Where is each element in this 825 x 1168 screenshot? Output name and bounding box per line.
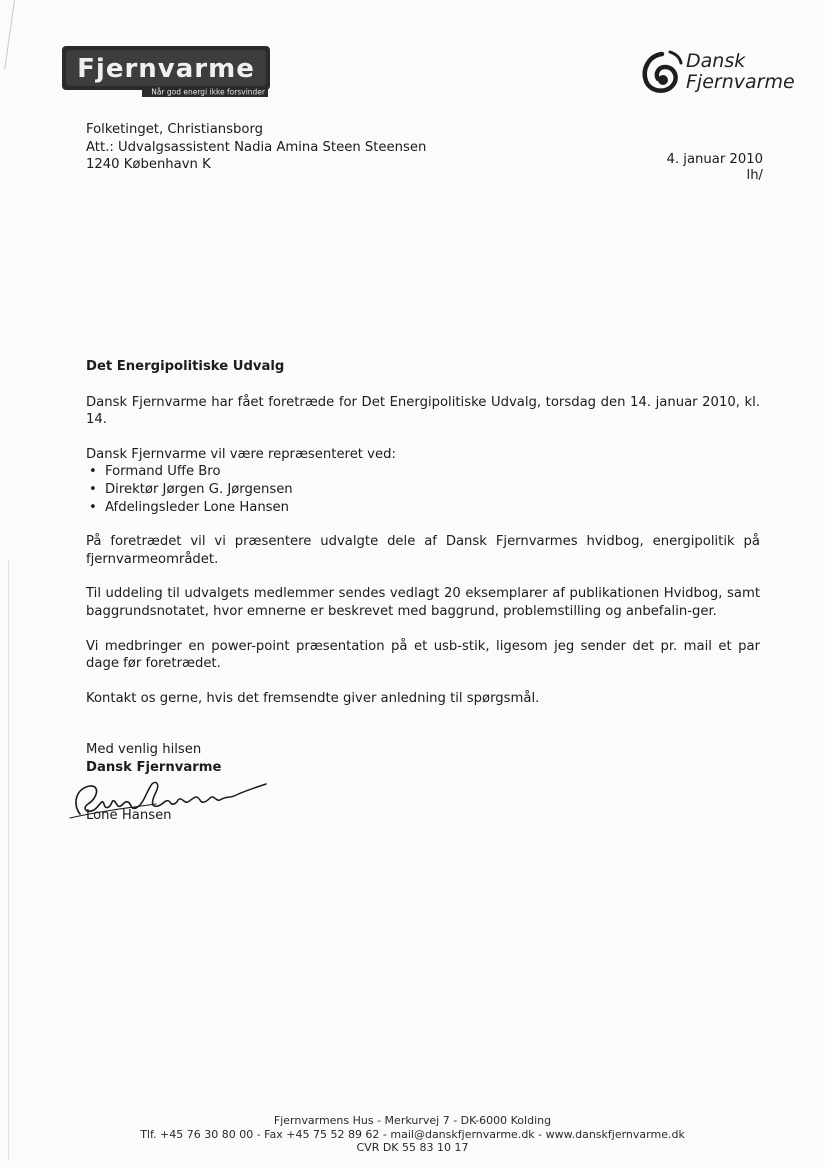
paragraph-2-intro: Dansk Fjernvarme vil være repræsenteret ved: [86, 446, 396, 462]
recipient-line-2: Att.: Udvalgsassistent Nadia Amina Steen Steensen [86, 139, 427, 155]
list-item: • Direktør Jørgen G. Jørgensen [86, 481, 760, 499]
list-item: • Formand Uffe Bro [86, 463, 760, 481]
signer-name: Lone Hansen [86, 808, 172, 823]
letter-body [86, 358, 760, 724]
scan-artifact-line [4, 0, 15, 69]
paragraph-4: Til uddeling til udvalgets medlemmer sendes vedlagt 20 eksemplarer af publikationen Hvidbog, samt baggrundsnotatet, hvor emnerne er beskrevet med baggrund, problemstilling og anbefalin-ger. [86, 586, 760, 619]
letter-date: 4. januar 2010 [666, 152, 763, 167]
fjernvarme-logo [62, 42, 272, 98]
footer-line-1: Fjernvarmens Hus - Merkurvej 7 - DK-6000 Kolding [273, 1114, 552, 1127]
closing-organization: Dansk Fjernvarme [86, 759, 222, 775]
closing-block [86, 741, 222, 776]
svg-text:Når god energi ikke forsvinder: Når god energi ikke forsvinder [151, 87, 265, 97]
paragraph-1: Dansk Fjernvarme har fået foretræde for Det Energipolitiske Udvalg, torsdag den 14. januar 2010, kl. 14. [86, 394, 760, 428]
svg-text:Fjernvarme: Fjernvarme [77, 54, 255, 84]
brand-name [686, 51, 795, 93]
footer-line-2: Tlf. +45 76 30 80 00 - Fax +45 75 52 89 62 - mail@danskfjernvarme.dk - www.danskfjernvarme.dk [140, 1127, 685, 1141]
brand-line-2: Fjernvarme [686, 71, 795, 93]
list-item: • Afdelingsleder Lone Hansen [86, 499, 760, 517]
paragraph-5: Vi medbringer en power-point præsentation på et usb-stik, ligesom jeg sender det pr. mail et par dage før foretrædet. [86, 638, 760, 672]
paragraph-6: Kontakt os gerne, hvis det fremsendte giver anledning til spørgsmål. [86, 690, 540, 706]
representatives-list [86, 463, 760, 516]
letter-footer [0, 1114, 825, 1155]
recipient-line-1: Folketinget, Christiansborg [86, 122, 264, 137]
brand-line-1: Dansk [686, 50, 746, 72]
scan-artifact-line [8, 560, 9, 1160]
closing-greeting: Med venlig hilsen [86, 742, 202, 757]
letter-reference: lh/ [746, 168, 763, 183]
swirl-icon [636, 48, 686, 98]
recipient-address [86, 121, 426, 174]
date-block [667, 152, 764, 184]
paragraph-3: På foretrædet vil vi præsentere udvalgte dele af Dansk Fjernvarmes hvidbog, energipolitik på fjernvarmeområdet. [86, 534, 760, 567]
recipient-line-3: 1240 København K [86, 157, 211, 172]
letter-subject: Det Energipolitiske Udvalg [86, 359, 285, 374]
footer-line-3: CVR DK 55 83 10 17 [356, 1141, 469, 1154]
